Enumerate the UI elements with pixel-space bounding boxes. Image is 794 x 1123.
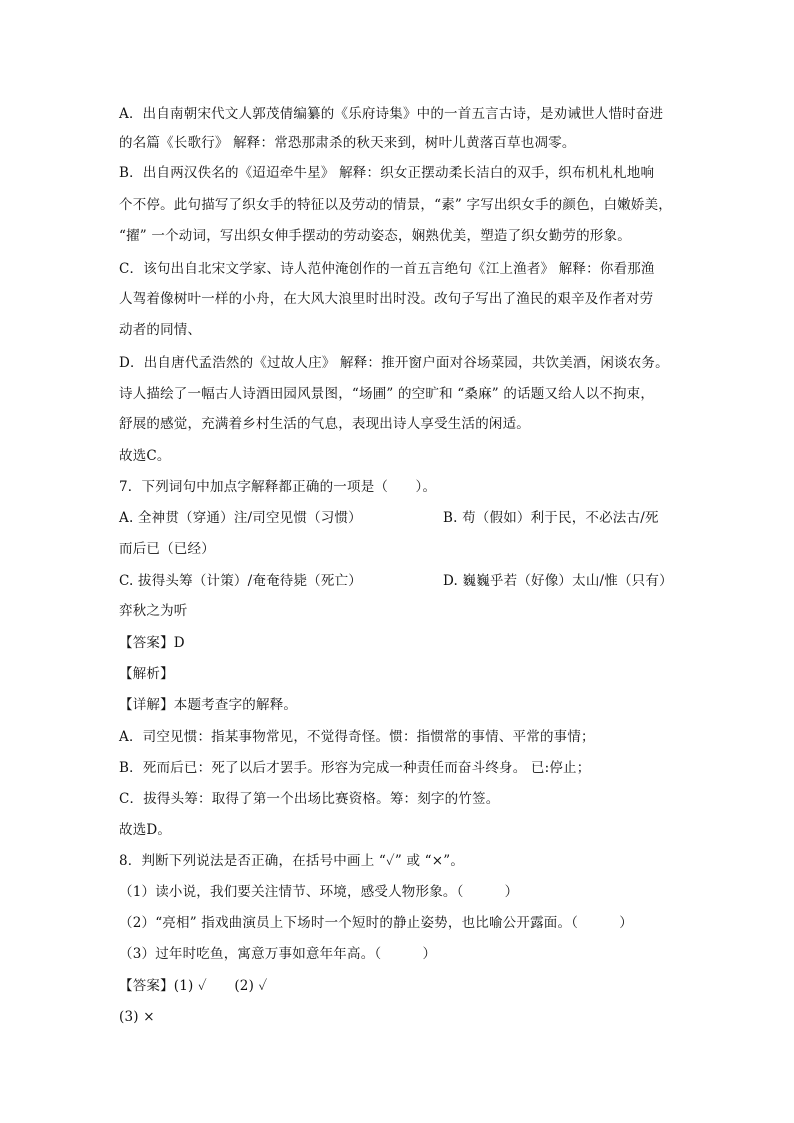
q7-detail-line: C．拔得头筹：取得了第一个出场比赛资格。筹：刻字的竹签。 <box>119 791 500 807</box>
q7-option-b-continued: 而后已（已经） <box>119 541 215 557</box>
paragraph-line: 舒展的感觉，充满着乡村生活的气息，表现出诗人享受生活的闲适。 <box>119 416 530 432</box>
q7-detail-line: A．司空见惯：指某事物常见，不觉得奇怪。惯：指惯常的事情、平常的事情； <box>119 729 595 745</box>
paragraph-line: 人驾着像树叶一样的小舟，在大风大浪里时出时没。改句子写出了渔民的艰辛及作者对劳 <box>119 291 654 307</box>
paragraph-line: B．出自两汉佚名的《迢迢牵牛星》 解释：织女正摆动柔长洁白的双手，织布机札札地响 <box>119 165 655 181</box>
paragraph-line: 故选C。 <box>119 448 171 464</box>
q7-analysis-heading: 【解析】 <box>119 666 174 682</box>
paragraph-line: A．出自南朝宋代文人郭茂倩编纂的《乐府诗集》中的一首五言古诗，是劝诫世人惜时奋进 <box>119 106 664 122</box>
q8-answer-continued: (3) × <box>119 1009 155 1025</box>
q8-item: （1）读小说，我们要关注情节、环境，感受人物形象。（ ） <box>119 884 519 900</box>
q7-option-c: C. 拔得头筹（计策）/奄奄待毙（死亡） <box>119 573 362 589</box>
paragraph-line: “擢” 一个动词，写出织女伸手摆动的劳动姿态，娴熟优美，塑造了织女勤劳的形象。 <box>119 228 631 244</box>
paragraph-line: D．出自唐代孟浩然的《过故人庄》 解释：推开窗户面对谷场菜园，共饮美酒，闲谈农务。 <box>119 355 669 371</box>
q7-option-d: D. 巍巍乎若（好像）太山/惟（只有） <box>443 573 673 589</box>
q8-item: （2）“亮相” 指戏曲演员上下场时一个短时的静止姿势，也比喻公开露面。（ ） <box>119 915 633 931</box>
paragraph-line: 个不停。此句描写了织女手的特征以及劳动的情景，“素” 字写出织女手的颜色，白嫩娇美， <box>119 197 672 213</box>
q7-detail-line: 【详解】本题考查字的解释。 <box>119 697 298 713</box>
question-8-stem: 8．判断下列说法是否正确，在括号中画上 “✓” 或 “×”。 <box>119 853 465 869</box>
paragraph-line: 动者的同情、 <box>119 322 202 338</box>
q7-answer: 【答案】D <box>119 635 185 651</box>
q8-answer: 【答案】(1) ✓ (2) ✓ <box>119 978 268 994</box>
paragraph-line: 的名篇《长歌行》 解释：常恐那肃杀的秋天来到，树叶儿黄落百草也凋零。 <box>119 135 576 151</box>
q7-option-b: B. 苟（假如）利于民，不必法古/死 <box>443 510 659 526</box>
paragraph-line: C．该句出自北宋文学家、诗人范仲淹创作的一首五言绝句《江上渔者》 解释：你看那渔 <box>119 261 655 277</box>
q7-detail-line: B．死而后已：死了以后才罢手。形容为完成一种责任而奋斗终身。 已:停止； <box>119 760 591 776</box>
q7-option-d-continued: 弈秋之为听 <box>119 603 188 619</box>
q7-option-a: A. 全神贯（穿通）注/司空见惯（习惯） <box>119 510 362 526</box>
q8-item: （3）过年时吃鱼，寓意万事如意年年高。（ ） <box>119 946 437 962</box>
q7-detail-line: 故选D。 <box>119 822 172 838</box>
paragraph-line: 诗人描绘了一幅古人诗酒田园风景图，“场圃” 的空旷和 “桑麻” 的话题又给人以不拘束， <box>119 386 655 402</box>
question-7-stem: 7．下列词句中加点字解释都正确的一项是（ ）。 <box>119 479 437 495</box>
